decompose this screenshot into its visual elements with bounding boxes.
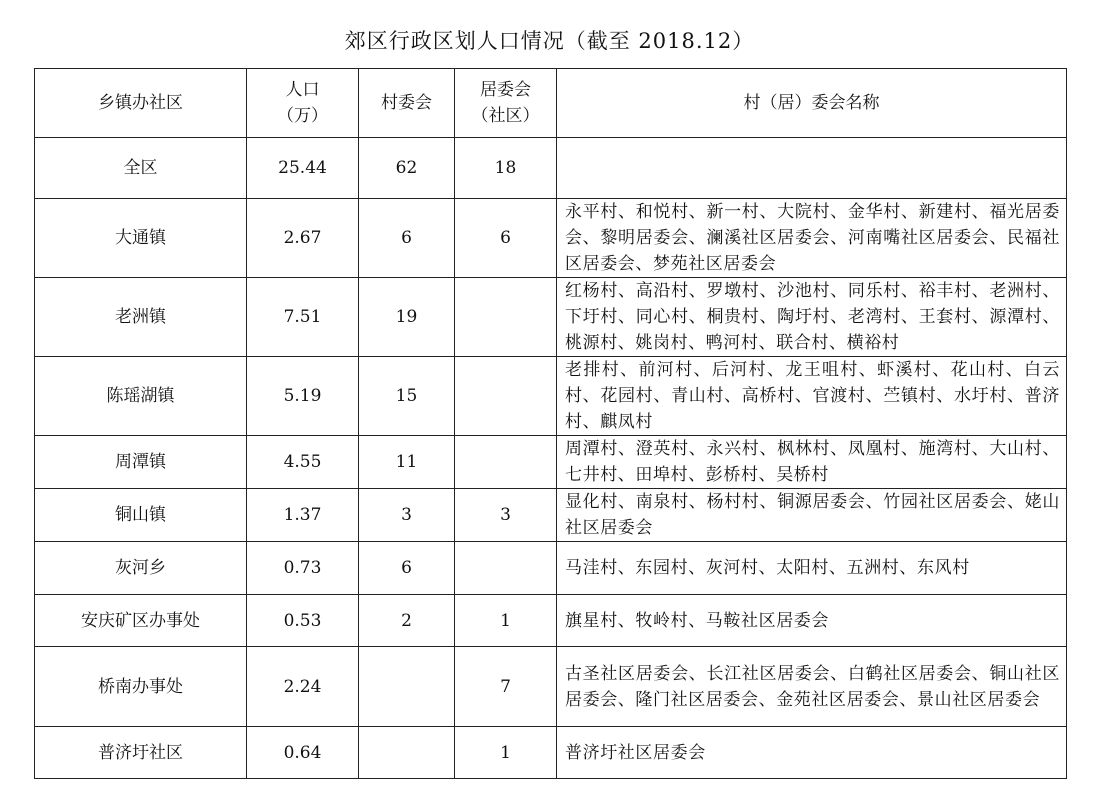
- cell-resident-count: [455, 278, 557, 357]
- table-row: [35, 542, 1067, 595]
- table-header-row: [35, 69, 1067, 138]
- cell-unit: 普济圩社区: [35, 727, 247, 779]
- cell-committee-names: 老排村、前河村、后河村、龙王咀村、虾溪村、花山村、白云村、花园村、青山村、高桥村、官渡村、苎镇村、水圩村、普济村、麒凤村: [557, 357, 1067, 436]
- header-population-line1: 人口: [285, 80, 320, 100]
- header-village-committee: 村委会: [359, 69, 455, 138]
- cell-village-count: 19: [359, 278, 455, 357]
- cell-committee-names: 马洼村、东园村、灰河村、太阳村、五洲村、东风村: [557, 542, 1067, 595]
- cell-unit: 陈瑶湖镇: [35, 357, 247, 436]
- cell-population: 2.67: [247, 199, 359, 278]
- table-row: [35, 489, 1067, 542]
- header-population-line2: （万）: [277, 106, 328, 126]
- header-resident-line1: 居委会: [480, 80, 531, 100]
- cell-resident-count: 3: [455, 489, 557, 542]
- cell-committee-names: 旗星村、牧岭村、马鞍社区居委会: [557, 595, 1067, 647]
- cell-unit: 大通镇: [35, 199, 247, 278]
- cell-village-count: 2: [359, 595, 455, 647]
- table-row: [35, 199, 1067, 278]
- cell-unit: 铜山镇: [35, 489, 247, 542]
- table-row: [35, 278, 1067, 357]
- cell-unit: 灰河乡: [35, 542, 247, 595]
- table-row: [35, 357, 1067, 436]
- cell-population: 0.53: [247, 595, 359, 647]
- cell-village-count: 62: [359, 138, 455, 199]
- population-table: [34, 68, 1067, 779]
- cell-resident-count: [455, 357, 557, 436]
- cell-committee-names: [557, 138, 1067, 199]
- cell-unit: 周潭镇: [35, 436, 247, 489]
- cell-village-count: [359, 647, 455, 727]
- header-committee-names: 村（居）委会名称: [557, 69, 1067, 138]
- cell-population: 5.19: [247, 357, 359, 436]
- cell-population: 1.37: [247, 489, 359, 542]
- cell-resident-count: 6: [455, 199, 557, 278]
- cell-population: 7.51: [247, 278, 359, 357]
- cell-resident-count: 1: [455, 595, 557, 647]
- cell-resident-count: [455, 436, 557, 489]
- header-resident-committee: [455, 69, 557, 138]
- cell-resident-count: 18: [455, 138, 557, 199]
- cell-village-count: 11: [359, 436, 455, 489]
- cell-village-count: 15: [359, 357, 455, 436]
- cell-resident-count: [455, 542, 557, 595]
- cell-committee-names: 显化村、南泉村、杨村村、铜源居委会、竹园社区居委会、姥山社区居委会: [557, 489, 1067, 542]
- cell-committee-names: 红杨村、高沿村、罗墩村、沙池村、同乐村、裕丰村、老洲村、下圩村、同心村、桐贵村、陶圩村、老湾村、王套村、源潭村、桃源村、姚岗村、鸭河村、联合村、横裕村: [557, 278, 1067, 357]
- cell-unit: 安庆矿区办事处: [35, 595, 247, 647]
- cell-unit: 桥南办事处: [35, 647, 247, 727]
- page-title: 郊区行政区划人口情况（截至 2018.12）: [344, 29, 755, 53]
- cell-population: 25.44: [247, 138, 359, 199]
- header-population: [247, 69, 359, 138]
- cell-unit: 老洲镇: [35, 278, 247, 357]
- table-row: [35, 436, 1067, 489]
- cell-committee-names: 永平村、和悦村、新一村、大院村、金华村、新建村、福光居委会、黎明居委会、澜溪社区居委会、河南嘴社区居委会、民福社区居委会、梦苑社区居委会: [557, 199, 1067, 278]
- table-row: [35, 138, 1067, 199]
- cell-population: 2.24: [247, 647, 359, 727]
- cell-village-count: 6: [359, 199, 455, 278]
- table-row: [35, 595, 1067, 647]
- cell-resident-count: 7: [455, 647, 557, 727]
- cell-committee-names: 周潭村、澄英村、永兴村、枫林村、凤凰村、施湾村、大山村、七井村、田埠村、彭桥村、吴桥村: [557, 436, 1067, 489]
- cell-committee-names: 古圣社区居委会、长江社区居委会、白鹤社区居委会、铜山社区居委会、隆门社区居委会、金苑社区居委会、景山社区居委会: [557, 647, 1067, 727]
- cell-village-count: 6: [359, 542, 455, 595]
- cell-village-count: [359, 727, 455, 779]
- header-unit: 乡镇办社区: [35, 69, 247, 138]
- cell-unit: 全区: [35, 138, 247, 199]
- table-row: [35, 647, 1067, 727]
- table-row: [35, 727, 1067, 779]
- cell-population: 0.73: [247, 542, 359, 595]
- header-resident-line2: （社区）: [471, 106, 540, 126]
- cell-population: 4.55: [247, 436, 359, 489]
- cell-population: 0.64: [247, 727, 359, 779]
- cell-committee-names: 普济圩社区居委会: [557, 727, 1067, 779]
- cell-village-count: 3: [359, 489, 455, 542]
- cell-resident-count: 1: [455, 727, 557, 779]
